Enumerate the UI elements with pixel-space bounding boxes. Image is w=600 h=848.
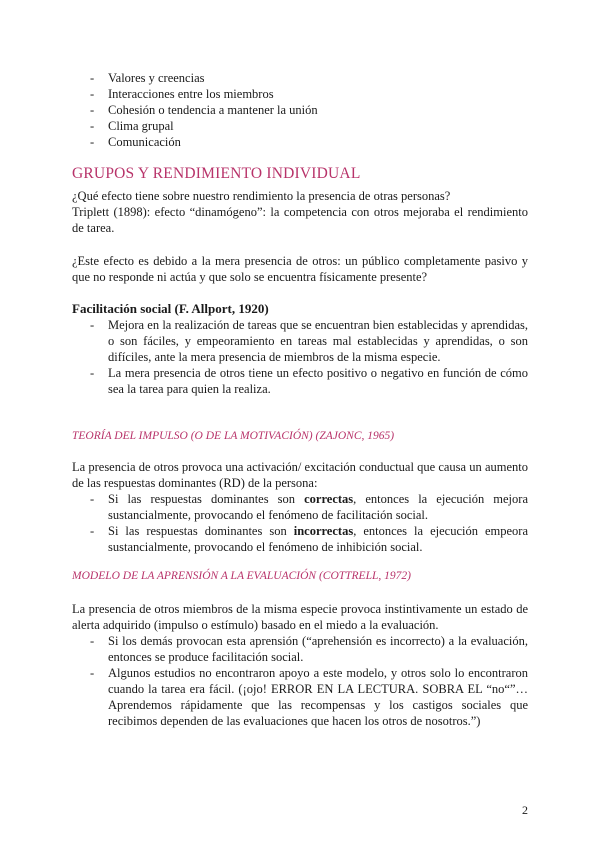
cottrell-list — [72, 633, 528, 729]
triplett-text: Triplett (1898): efecto “dinamógeno”: la competencia con otros mejoraba el rendimiento de tarea. — [72, 205, 528, 235]
list-item: - La mera presencia de otros tiene un efecto positivo o negativo en función de cómo sea la tarea para quien la realiza. — [72, 365, 528, 397]
section-heading: GRUPOS Y RENDIMIENTO INDIVIDUAL — [72, 165, 361, 182]
list-item: - Mejora en la realización de tareas que se encuentran bien establecidas y aprendidas, o son fáciles, y empeoramiento en tareas mal establecidas y aprendidas, o son difíciles, ante la mera presencia de miembros de la misma especie. — [72, 317, 528, 365]
cottrell-intro: La presencia de otros miembros de la misma especie provoca instintivamente un estado de alerta adquirido (impulso o estímulo) basado en el miedo a la evaluación. — [72, 602, 528, 632]
zajonc-section — [72, 459, 528, 555]
cottrell-section — [72, 601, 528, 729]
facilitation-section — [72, 300, 528, 397]
section1-body — [72, 188, 528, 236]
zajonc-list — [72, 491, 528, 555]
list-item: - Clima grupal — [72, 118, 528, 134]
page-number: 2 — [522, 803, 528, 817]
subsection-title: Facilitación social (F. Allport, 1920) — [72, 301, 269, 316]
question2-text: ¿Este efecto es debido a la mera presencia de otros: un público completamente pasivo y que no responde ni actúa y que solo se encuentra físicamente presente? — [72, 254, 528, 284]
top-bullet-list — [72, 70, 528, 150]
item-text: , entonces la ejecución mejora sustancialmente, provocando el fenómeno de facilitación social. — [108, 492, 528, 522]
zajonc-heading: TEORÍA DEL IMPULSO (O DE LA MOTIVACIÓN) (ZAJONC, 1965) — [72, 430, 395, 442]
question2-block — [72, 253, 528, 285]
item-text: Si las respuestas dominantes son — [108, 492, 305, 506]
list-item: - Algunos estudios no encontraron apoyo a este modelo, y otros solo lo encontraron cuando la tarea era fácil. (¡ojo! ERROR EN LA LECTURA. SOBRA EL “no“”… Aprendemos rápidamente que las recompensas y los castigos sociales que recibimos dependen de las evaluaciones que hacen los otros de nosotros.”) — [72, 665, 528, 729]
item-text: Si las respuestas dominantes son — [108, 524, 294, 538]
cottrell-heading: MODELO DE LA APRENSIÓN A LA EVALUACIÓN (COTTRELL, 1972) — [72, 570, 411, 582]
list-item: - Interacciones entre los miembros — [72, 86, 528, 102]
list-item: - Cohesión o tendencia a mantener la unión — [72, 102, 528, 118]
emphasis-text: correctas — [304, 492, 354, 506]
list-item — [72, 523, 528, 555]
list-item: - Comunicación — [72, 134, 528, 150]
emphasis-text: incorrectas — [293, 524, 354, 538]
list-item — [72, 491, 528, 523]
zajonc-intro: La presencia de otros provoca una activación/ excitación conductual que causa un aumento de las respuestas dominantes (RD) de la persona: — [72, 460, 528, 490]
list-item: - Valores y creencias — [72, 70, 528, 86]
list-item: - Si los demás provocan esta aprensión (“aprehensión es incorrecto) a la evaluación, entonces se produce facilitación social. — [72, 633, 528, 665]
facilitation-list — [72, 317, 528, 397]
question-text: ¿Qué efecto tiene sobre nuestro rendimiento la presencia de otras personas? — [72, 189, 451, 203]
item-text: , entonces la ejecución empeora sustancialmente, provocando el fenómeno de inhibición social. — [108, 524, 529, 554]
